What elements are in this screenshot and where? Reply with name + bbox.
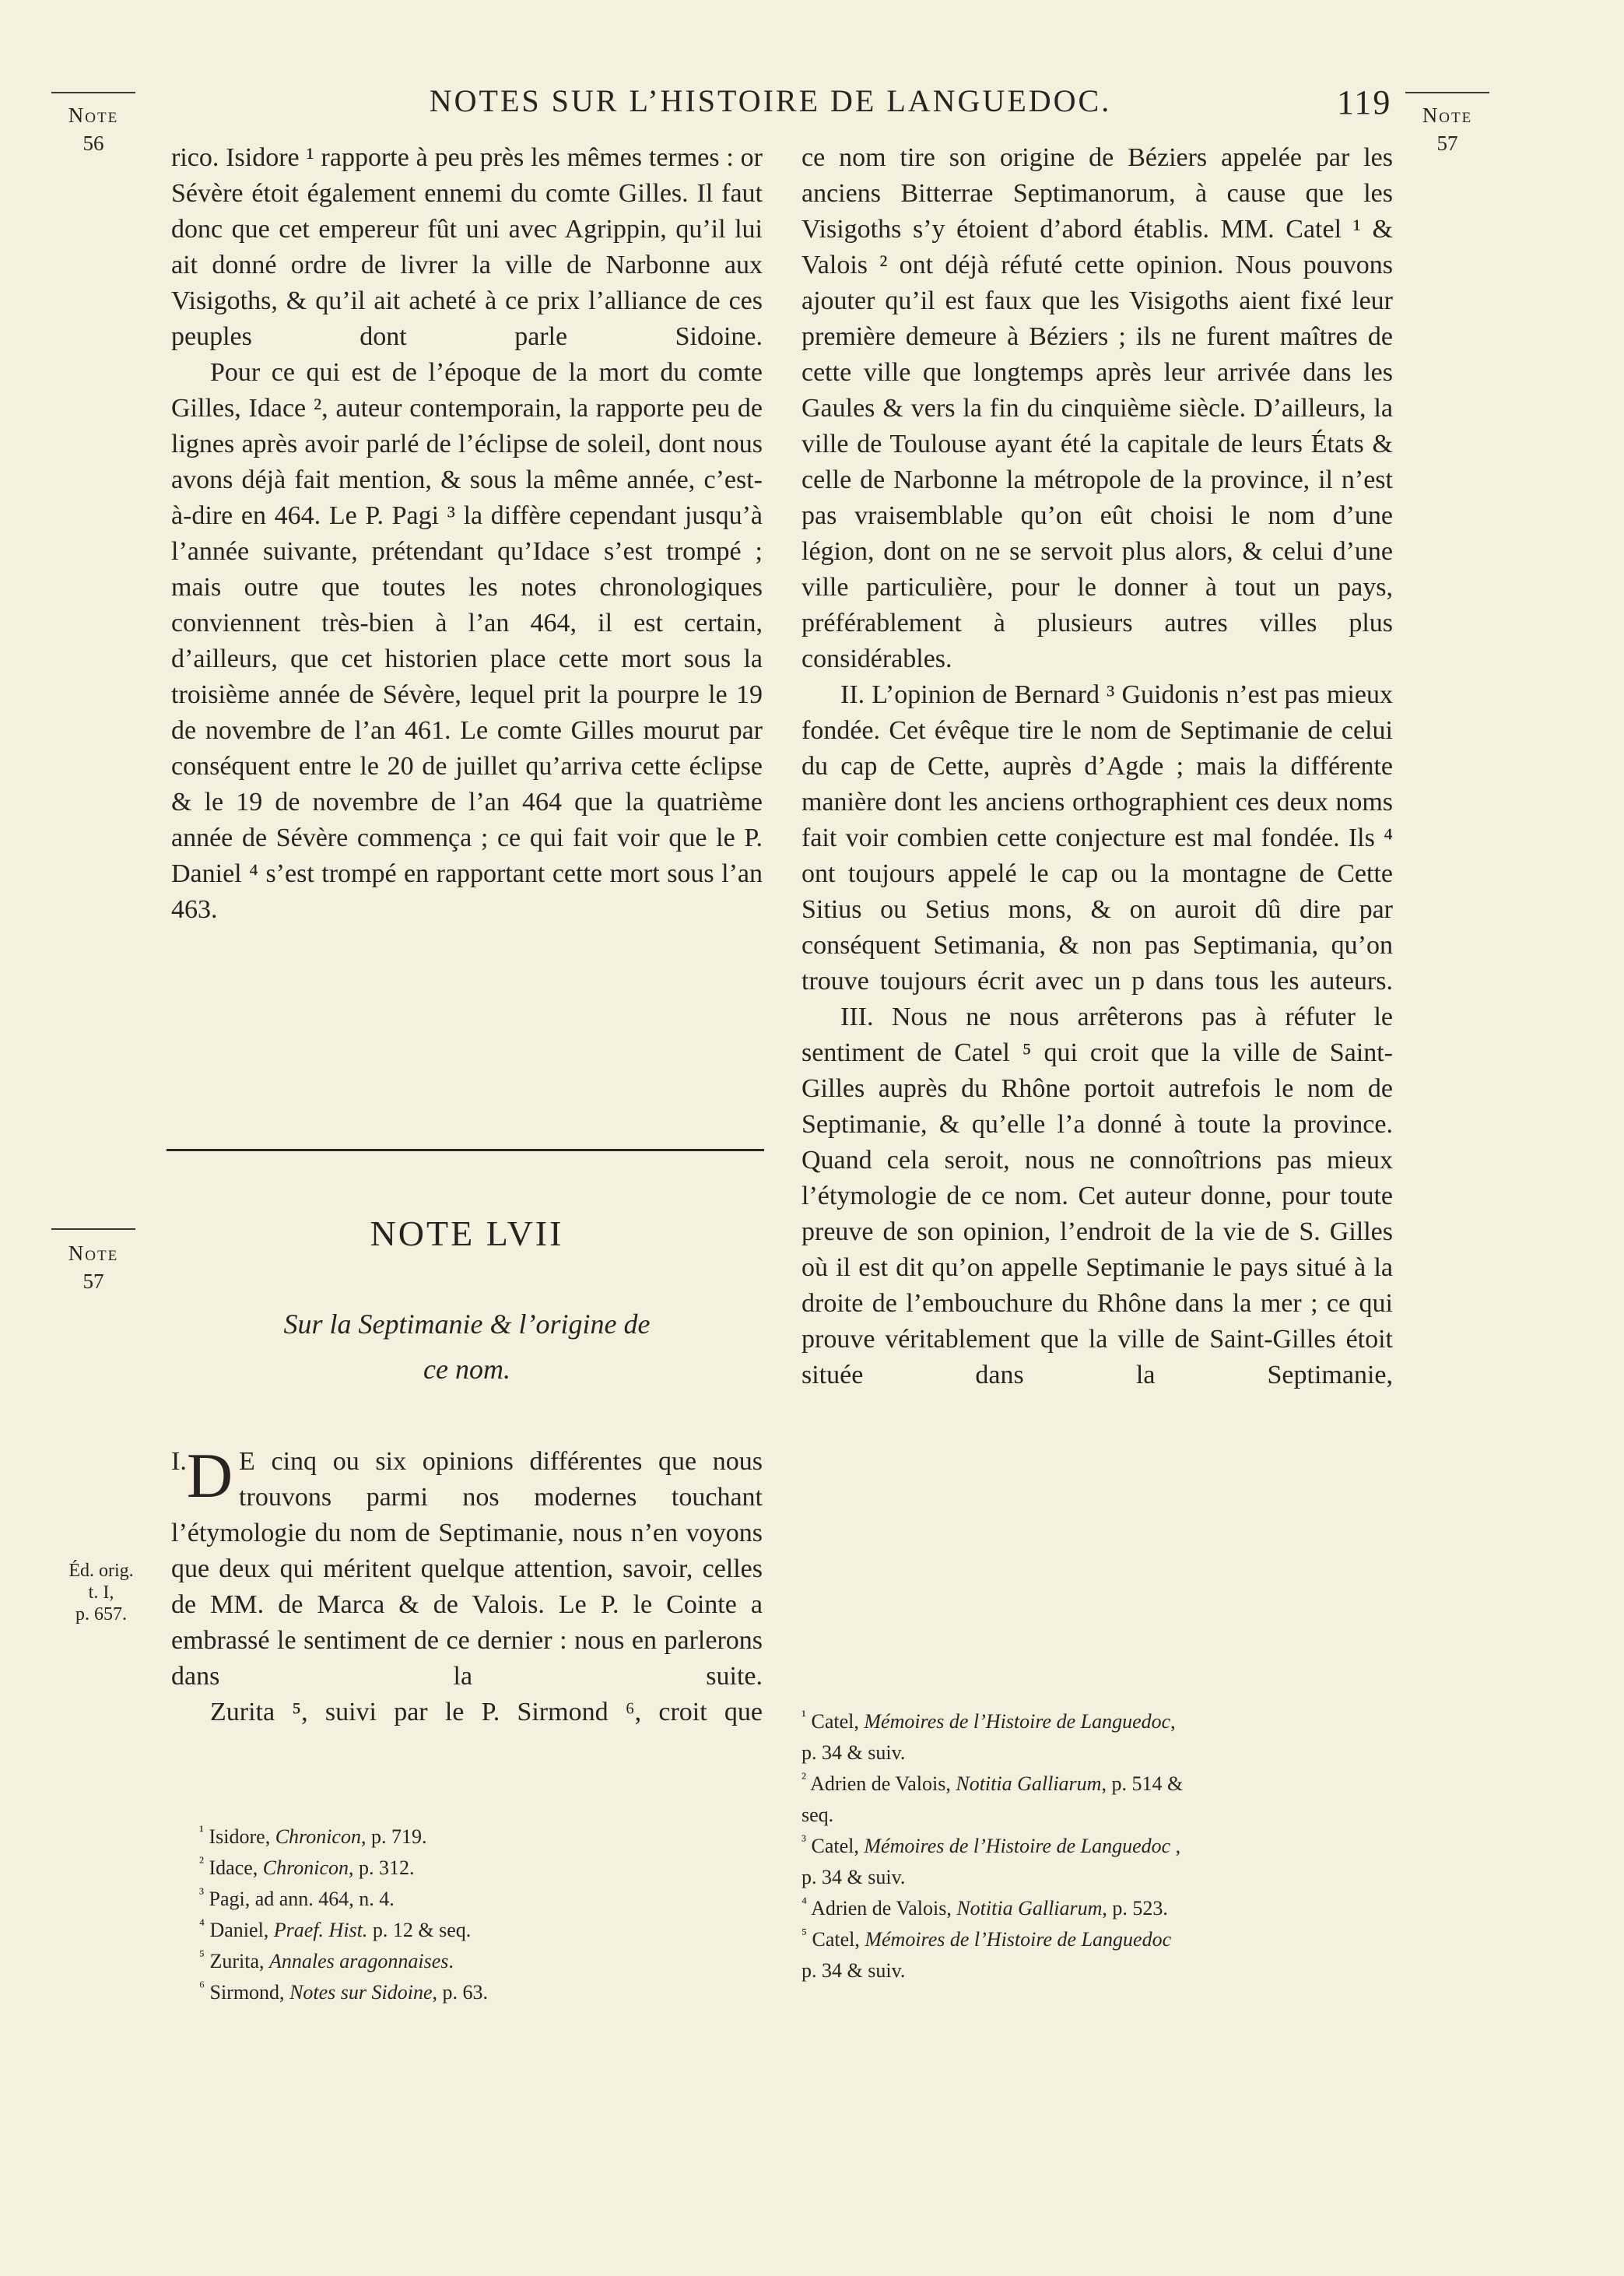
footnote-text: Daniel, [209,1919,274,1941]
footnote-text: , [1170,1710,1176,1733]
footnote-mark: ¹ [199,1822,204,1840]
footnote-text: . [448,1950,454,1972]
footnote-continuation: p. 34 & suiv. [801,1741,906,1764]
footnote-text: p. 12 & seq. [367,1919,472,1941]
footnote-mark: ⁶ [199,1978,205,1996]
footnote-title: Chronicon [262,1856,349,1879]
footnote-title: Notitia Galliarum [956,1772,1102,1795]
margin-note-number: 56 [82,132,104,155]
footnote-text: Adrien de Valois, [810,1772,956,1795]
footnote-text: Pagi, ad ann. 464, n. 4. [209,1888,395,1910]
paragraph: rico. Isidore ¹ rapporte à peu près les mêmes termes : or Sévère étoit également ennemi du comte Gilles. Il faut donc que cet empereur fût uni avec Agrippin, qu’il lui ait donné ordre de livrer la ville de Narbonne aux Visigoths, & qu’il ait acheté à ce prix l’alliance de ces peuples dont parle Sidoine. [171,143,763,351]
footnote-mark: ⁴ [199,1916,205,1934]
margin-note-right-top [1405,101,1489,157]
footnotes-left [199,1821,767,2008]
footnote [801,1924,1408,1955]
footnote-title: Mémoires de l’Histoire de Languedoc [865,1928,1172,1951]
footnote-continuation: p. 34 & suiv. [801,1959,906,1982]
footnote [801,1831,1408,1862]
ed-orig-line: Éd. orig. [68,1561,134,1581]
footnote [801,1706,1408,1737]
footnote-mark: ⁴ [801,1894,807,1912]
footnote [801,1893,1408,1924]
footnote-mark: ³ [199,1884,204,1902]
footnote-text: , p. 312. [349,1856,415,1879]
footnote-title: Praef. Hist. [273,1919,368,1941]
footnote-text: , p. 63. [432,1981,489,2004]
footnote-text: Zurita, [209,1950,270,1972]
footnote-text: Idace, [209,1856,263,1879]
footnote-title: Notes sur Sidoine [289,1981,433,2004]
footnote-text: Catel, [812,1928,865,1951]
paragraph: III. Nous ne nous arrêterons pas à réfuter le sentiment de Catel ⁵ qui croit que la ville de Saint-Gilles auprès du Rhône portoit autrefois le nom de Septimanie, & qu’elle l’a donné à toute la province. Quand cela seroit, nous ne connoîtrions pas mieux l’étymologie de ce nom. Cet auteur donne, pour toute preuve de son opinion, l’endroit de la vie de S. Gilles où il est dit qu’on appelle Septimanie le pays situé à la droite de l’embouchure du Rhône dans la mer ; ce qui prouve véritablement que la ville de Saint-Gilles étoit située dans la Septimanie, [801,1003,1393,1389]
margin-note-number: 57 [1436,132,1458,155]
margin-note-label: Note [1422,104,1473,127]
footnote-mark: ⁵ [199,1947,205,1965]
margin-rule-left-mid [51,1228,135,1230]
page-number: 119 [1337,83,1392,121]
left-column-text [171,140,763,928]
footnote-text: Isidore, [209,1825,275,1848]
footnote-mark: ² [199,1853,204,1871]
footnote [199,1977,767,2008]
footnote-title: Notitia Galliarum [956,1897,1103,1919]
footnote-mark: ¹ [801,1707,806,1725]
footnote-title: Chronicon [275,1825,361,1848]
footnote-mark: ⁵ [801,1925,807,1943]
drop-cap: D [186,1440,233,1511]
footnotes-right [801,1706,1408,1986]
section-divider [167,1149,764,1151]
paragraph: ce nom tire son origine de Béziers appelée par les anciens Bitterrae Septimanorum, à cause que les Visigoths s’y étoient d’abord établis. MM. Catel ¹ & Valois ² ont déjà réfuté cette opinion. Nous pouvons ajouter qu’il est faux que les Visigoths aient fixé leur première demeure à Béziers ; ils ne furent maîtres de cette ville que longtemps après leur arrivée dans les Gaules & vers la fin du cinquième siècle. D’ailleurs, la ville de Toulouse ayant été la capitale de leurs États & celle de Narbonne la métropole de la province, il n’est pas vraisemblable qu’on eût choisi le nom d’une légion, dont on ne se servoit plus alors, & celui d’une ville particulière, pour le donner à tout un pays, préférablement à plusieurs autres villes plus considérables. [801,143,1393,673]
note-57-text [171,1440,763,1730]
right-column-text [801,140,1393,1393]
footnote-mark: ³ [801,1832,806,1849]
margin-rule-right-top [1405,92,1489,93]
footnote-text: Catel, [811,1710,865,1733]
margin-note-left-top [51,101,135,157]
subtitle-line: ce nom. [423,1354,510,1385]
paragraph: II. L’opinion de Bernard ³ Guidonis n’est pas mieux fondée. Cet évêque tire le nom de Septimanie de celui du cap de Cette, auprès d’Agde ; mais la différente manière dont les anciens orthographient ces deux noms fait voir combien cette conjecture est mal fondée. Ils ⁴ ont toujours appelé le cap ou la montagne de Cette Sitius ou Setius mons, & on auroit dû dire par conséquent Setimania, & non pas Septimania, qu’on trouve toujours écrit avec un p dans tous les auteurs. [801,680,1393,996]
footnote-title: Mémoires de l’Histoire de Languedoc [864,1710,1171,1733]
footnote-text: Adrien de Valois, [811,1897,957,1919]
ed-orig-line: p. 657. [75,1604,127,1624]
footnote-continuation: p. 34 & suiv. [801,1866,906,1888]
footnote [199,1915,767,1946]
note-subtitle [171,1301,763,1392]
original-edition-ref [54,1560,148,1625]
footnote [199,1821,767,1853]
footnote-title: Mémoires de l’Histoire de Languedoc [864,1835,1171,1857]
footnote-text: , p. 719. [360,1825,427,1848]
footnote-text: , p. 514 & [1101,1772,1184,1795]
footnote [801,1768,1408,1800]
margin-note-label: Note [68,1242,119,1265]
footnote [199,1884,767,1915]
footnote-text: , p. 523. [1102,1897,1168,1919]
footnote [199,1853,767,1884]
paragraph-with-dropcap [171,1440,763,1695]
footnote-title: Annales aragonnaises [269,1950,449,1972]
margin-rule-left-top [51,92,135,93]
margin-note-number: 57 [82,1270,104,1293]
footnote-text: Sirmond, [209,1981,290,2004]
ed-orig-line: t. I, [88,1582,114,1603]
subtitle-line: Sur la Septimanie & l’origine de [283,1308,651,1340]
footnote-mark: ² [801,1769,806,1787]
section-numeral: I. [171,1447,187,1476]
running-title: NOTES SUR L’HISTOIRE DE LANGUEDOC. [429,83,1112,118]
footnote-text: , [1170,1835,1181,1857]
footnote-text: Catel, [811,1835,865,1857]
paragraph-text: E cinq ou six opinions différentes que nous trouvons parmi nos modernes touchant l’étymologie du nom de Septimanie, nous n’en voyons que deux qui méritent quelque attention, savoir, celles de MM. de Marca & de Valois. Le P. le Cointe a embrassé le sentiment de ce dernier : nous en parlerons dans la suite. [171,1447,763,1691]
paragraph: Pour ce qui est de l’époque de la mort du comte Gilles, Idace ², auteur contemporain, la rapporte peu de lignes après avoir parlé de l’éclipse de soleil, dont nous avons déjà fait mention, & sous la même année, c’est-à-dire en 464. Le P. Pagi ³ la diffère cependant jusqu’à l’année suivante, prétendant qu’Idace s’est trompé ; mais outre que toutes les notes chronologiques conviennent très-bien à l’an 464, il est certain, d’ailleurs, que cet historien place cette mort sous la troisième année de Sévère, lequel prit la pourpre le 19 de novembre de l’an 461. Le comte Gilles mourut par conséquent entre le 20 de juillet qu’arriva cette éclipse & le 19 de novembre de l’an 464 que la quatrième année de Sévère commença ; ce qui fait voir que le P. Daniel ⁴ s’est trompé en rapportant cette mort sous l’an 463. [171,358,763,924]
footnote [199,1946,767,1977]
margin-note-label: Note [68,104,119,127]
note-heading: NOTE LVII [370,1214,564,1253]
paragraph: Zurita ⁵, suivi par le P. Sirmond ⁶, croit que [210,1698,763,1726]
margin-note-left-mid [51,1239,135,1295]
footnote-continuation: seq. [801,1804,834,1826]
